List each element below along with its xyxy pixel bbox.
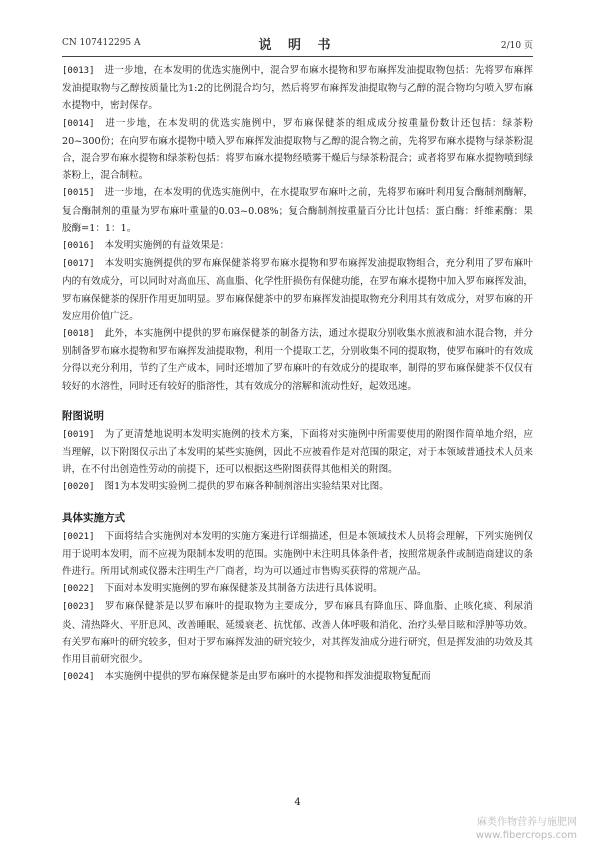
paragraph [62, 426, 533, 479]
paragraph-text: 本实施例中提供的罗布麻保健茶是由罗布麻叶的水提物和挥发油提取物复配而 [104, 671, 431, 683]
paragraph [62, 598, 533, 668]
page-number: 4 [294, 797, 301, 808]
watermark-url: www.fibercrops.com [475, 830, 577, 841]
header-rule [62, 56, 533, 57]
paragraph [62, 255, 533, 325]
watermark [476, 816, 577, 842]
paragraph-group-embodiments [62, 528, 533, 687]
paragraph-text: 下面对本发明实施例的罗布麻保健茶及其制备方法进行具体说明。 [104, 583, 383, 595]
paragraph-number: [0013] [62, 66, 95, 76]
paragraph-number: [0015] [62, 188, 95, 199]
page-indicator: 2/10 页 [500, 41, 533, 51]
section-heading-figures: 附图说明 [62, 409, 104, 422]
paragraph [62, 528, 533, 581]
paragraph-number: [0016] [62, 241, 95, 252]
paragraph-text: 本发明实施例提供的罗布麻保健茶将罗布麻水提物和罗布麻挥发油提取物组合，充分利用了罗布麻叶内的有效成分，可以同时对高血压、高血脂、化学性肝损伤有保健功能，在罗布麻水提物中加入罗布麻挥发油，罗布麻保健茶的保肝作用更加明显。罗布麻保健茶中的罗布麻挥发油提取物充分利用其有效成分，对罗布麻的开发应用价值广泛。 [62, 258, 533, 322]
paragraph-text: 下面将结合实施例对本发明的实施方案进行详细描述，但是本领域技术人员将会理解，下列实施例仅用于说明本发明，而不应视为限制本发明的范围。实施例中未注明具体条件者，按照常规条件或制造商建议的条件进行。所用试剂或仪器未注明生产厂商者，均为可以通过市售购买获得的常规产品。 [62, 530, 533, 578]
paragraph-number: [0014] [62, 118, 95, 129]
paragraph-number: [0020] [62, 482, 95, 493]
paragraph-number: [0023] [62, 602, 95, 613]
paragraph-group-figures [62, 426, 533, 497]
patent-number: CN 107412295 A [62, 38, 141, 48]
paragraph [62, 237, 533, 255]
paragraph-text: 图1为本发明实验例二提供的罗布麻各种制剂溶出实验结果对比图。 [104, 481, 389, 493]
paragraph-text: 罗布麻保健茶是以罗布麻叶的提取物为主要成分，罗布麻具有降血压、降血脂、止咳化痰、利尿消炎、清热降火、平肝息风、改善睡眠、延缓衰老、抗忧郁、改善人体呼吸和消化、治疗头晕目眩和浮肿等功效。有关罗布麻叶的研究较多，但对于罗布麻挥发油的研究较少，对其挥发油成分进行研究，但是挥发油的功效及其作用目前研究很少。 [62, 601, 533, 666]
paragraph-group-summary [62, 62, 533, 395]
paragraph-number: [0022] [62, 584, 95, 595]
paragraph-number: [0021] [62, 531, 95, 542]
paragraph-text: 进一步地，在本发明的优选实施例中，罗布麻保健茶的组成成分按重量份数计还包括：绿茶粉20~300份；在向罗布麻水提物中喷入罗布麻挥发油提取物与乙醇的混合物之前，先将罗布麻水提物与绿茶粉混合，混合罗布麻水提物和绿茶粉包括：将罗布麻水提物经喷雾干燥后与绿茶粉混合；或者将罗布麻水提物喷到绿茶粉上，混合制粒。 [62, 117, 533, 182]
paragraph-number: [0018] [62, 329, 95, 340]
paragraph-number: [0019] [62, 429, 95, 440]
paragraph [62, 62, 533, 115]
watermark-site-name: 麻类作物营养与施肥网 [477, 817, 577, 828]
page-header [62, 34, 533, 52]
paragraph [62, 580, 533, 598]
paragraph-number: [0017] [62, 259, 95, 270]
document-title: 说 明 书 [258, 38, 337, 53]
paragraph-text: 进一步地，在本发明的优选实施例中，混合罗布麻水提物和罗布麻挥发油提取物包括：先将罗布麻挥发油提取物与乙醇按质量比为1:2的比例混合均匀，然后将罗布麻挥发油提取物与乙醇的混合物均匀喷入罗布麻水提物中，密封保存。 [62, 65, 533, 112]
paragraph [62, 478, 533, 496]
paragraph-text: 本发明实施例的有益效果是： [104, 240, 230, 252]
paragraph [62, 115, 533, 185]
paragraph-number: [0024] [62, 672, 95, 683]
paragraph [62, 184, 533, 237]
paragraph-text: 进一步地，在本发明的优选实施例中，在水提取罗布麻叶之前，先将罗布麻叶利用复合酶制剂酶解，复合酶制剂的重量为罗布麻叶重量的0.03~0.08%；复合酶制剂按重量百分比计包括：蛋白酶：纤维素酶：果胶酶=1：1：1。 [62, 187, 533, 234]
paragraph-text: 此外，本实施例中提供的罗布麻保健茶的制备方法，通过水提取分别收集水煎液和油水混合物，并分别制备罗布麻水提物和罗布麻挥发油提取物，利用一个提取工艺，分别收集不同的提取物，使罗布麻叶的有效成分得以充分利用，节约了生产成本，同时还增加了罗布麻叶的有效成分的提取率，制得的罗布麻保健茶不仅仅有较好的水溶性，同时还有较好的脂溶性，其有效成分的溶解和流动性好，起效迅速。 [62, 328, 533, 392]
section-heading-embodiments: 具体实施方式 [62, 511, 125, 524]
paragraph-text: 为了更清楚地说明本发明实施例的技术方案，下面将对实施例中所需要使用的附图作简单地介绍，应当理解，以下附图仅示出了本发明的某些实施例，因此不应被看作是对范围的限定，对于本领域普通技术人员来讲，在不付出创造性劳动的前提下，还可以根据这些附图获得其他相关的附图。 [62, 428, 533, 476]
paragraph [62, 325, 533, 395]
document-body [62, 62, 533, 687]
paragraph [62, 668, 533, 686]
